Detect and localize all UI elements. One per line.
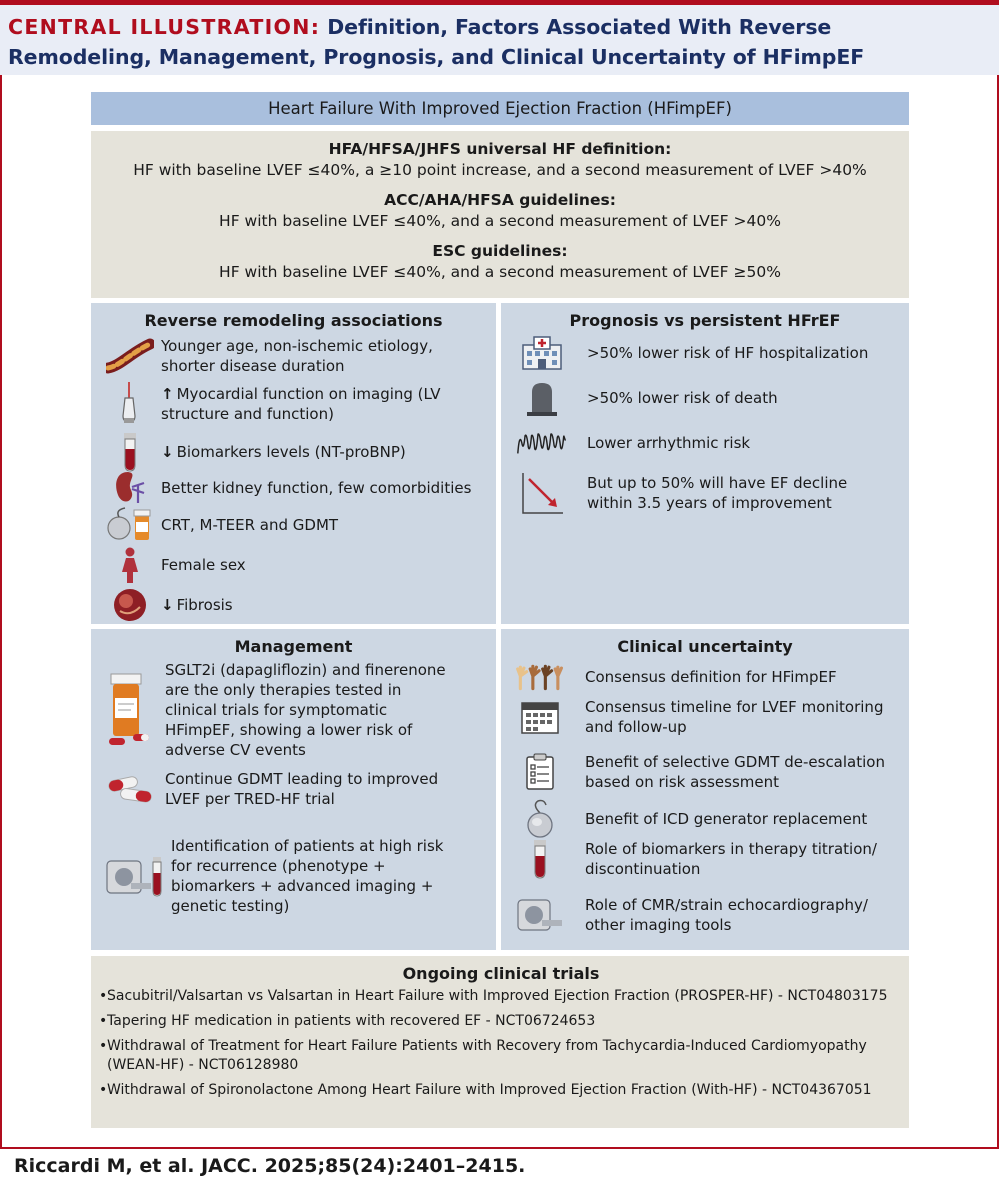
trial-item xyxy=(99,1037,903,1075)
list-item xyxy=(517,423,902,463)
definition-heading: HFA/HFSA/JHFS universal HF definition: xyxy=(328,140,672,158)
item-text-wrap xyxy=(161,384,490,424)
list-item xyxy=(515,799,905,839)
panel-title: Clinical uncertainty xyxy=(617,637,793,656)
list-item xyxy=(105,545,490,585)
bullet-icon: • xyxy=(99,1013,108,1029)
list-item xyxy=(105,769,490,809)
trial-text: Sacubitril/Valsartan vs Valsartan in Heart Failure with Improved Ejection Fraction (PROSPER-HF) - NCT04803175 xyxy=(107,988,888,1004)
clinical-uncertainty-panel xyxy=(501,629,909,950)
citation: Riccardi M, et al. JACC. 2025;85(24):2401–2415. xyxy=(14,1155,526,1177)
down-arrow-icon: ↓ xyxy=(161,443,174,461)
trial-text: Withdrawal of Spironolactone Among Heart Failure with Improved Ejection Fraction (With-HF) - NCT04367051 xyxy=(107,1082,872,1098)
list-item xyxy=(105,836,490,916)
item-text: CRT, M-TEER and GDMT xyxy=(161,516,339,534)
tombstone-icon xyxy=(517,378,567,418)
hfimpef-title-bar: Heart Failure With Improved Ejection Fraction (HFimpEF) xyxy=(91,92,909,125)
capsules-icon xyxy=(105,769,155,809)
item-text-wrap xyxy=(161,595,233,615)
item-text: Fibrosis xyxy=(176,596,233,614)
item-text: Biomarkers levels (NT-proBNP) xyxy=(176,443,406,461)
list-item xyxy=(105,432,490,472)
calendar-icon xyxy=(515,697,565,737)
ultrasound-probe-icon xyxy=(105,384,155,424)
bullet-icon: • xyxy=(99,988,108,1004)
blood-tube-icon xyxy=(515,839,565,879)
decline-chart-icon xyxy=(517,473,567,513)
trial-text: Withdrawal of Treatment for Heart Failure Patients with Recovery from Tachycardia-Induced Cardiomyopathy (WEAN-HF) - NCT06128980 xyxy=(107,1038,867,1073)
up-arrow-icon: ↑ xyxy=(161,385,174,403)
ongoing-trials-panel xyxy=(91,956,909,1128)
item-text-wrap xyxy=(161,442,406,462)
list-item xyxy=(105,585,490,625)
item-text: >50% lower risk of death xyxy=(587,389,778,407)
kidney-icon xyxy=(105,468,155,508)
scanner-and-tube-icon xyxy=(105,846,165,906)
definition-heading: ACC/AHA/HFSA guidelines: xyxy=(384,191,616,209)
item-text: Lower arrhythmic risk xyxy=(587,434,751,452)
artery-icon xyxy=(105,336,155,376)
arrhythmia-icon xyxy=(517,423,567,463)
definition-text: HF with baseline LVEF ≤40%, and a second measurement of LVEF >40% xyxy=(219,212,781,230)
raised-hands-icon xyxy=(515,657,565,697)
item-text: Continue GDMT leading to improved LVEF per TRED-HF trial xyxy=(165,770,439,808)
definition-heading: ESC guidelines: xyxy=(432,242,568,260)
trial-item xyxy=(99,1012,903,1031)
pill-bottle-icon xyxy=(105,670,155,750)
trial-item xyxy=(99,1081,903,1100)
header-title-1: Definition, Factors Associated With Reverse xyxy=(327,15,832,39)
bullet-icon: • xyxy=(99,1082,108,1098)
item-text: Better kidney function, few comorbidities xyxy=(161,479,472,497)
list-item xyxy=(515,697,905,737)
item-text: Female sex xyxy=(161,556,246,574)
item-text: >50% lower risk of HF hospitalization xyxy=(587,344,869,362)
item-text: But up to 50% will have EF decline within 3.5 years of improvement xyxy=(587,474,848,512)
panel-title: Reverse remodeling associations xyxy=(144,311,443,330)
item-text: Identification of patients at high risk for recurrence (phenotype + biomarkers + advanced imaging + genetic testing) xyxy=(171,837,444,915)
heart-tissue-icon xyxy=(105,585,155,625)
item-text: SGLT2i (dapagliflozin) and finerenone are the only therapies tested in clinical trials for symptomatic HFimpEF, showing a lower risk of adverse CV events xyxy=(165,661,446,759)
item-text: Consensus timeline for LVEF monitoring and follow-up xyxy=(585,698,884,736)
item-text: Benefit of ICD generator replacement xyxy=(585,810,868,828)
definition-esc xyxy=(91,241,909,283)
list-item xyxy=(515,895,905,935)
trial-text: Tapering HF medication in patients with recovered EF - NCT06724653 xyxy=(107,1013,596,1029)
header-prefix: CENTRAL ILLUSTRATION: xyxy=(8,15,321,39)
down-arrow-icon: ↓ xyxy=(161,596,174,614)
panel-title: Prognosis vs persistent HFrEF xyxy=(569,311,841,330)
item-text: Benefit of selective GDMT de-escalation based on risk assessment xyxy=(585,753,885,791)
definition-acc-aha xyxy=(91,190,909,232)
clipboard-icon xyxy=(515,752,565,792)
list-item xyxy=(515,657,905,697)
mri-scanner-icon xyxy=(515,895,565,935)
list-item xyxy=(105,505,490,545)
reverse-remodeling-panel xyxy=(91,303,496,624)
definition-universal xyxy=(91,139,909,181)
header-line-1 xyxy=(8,12,999,42)
device-and-pills-icon xyxy=(105,505,155,545)
panel-title: Management xyxy=(234,637,353,656)
female-icon xyxy=(105,545,155,585)
item-text: Younger age, non-ischemic etiology, shorter disease duration xyxy=(161,337,433,375)
management-panel xyxy=(91,629,496,950)
list-item xyxy=(515,752,905,792)
list-item xyxy=(105,384,490,424)
icd-device-icon xyxy=(515,799,565,839)
hospital-icon xyxy=(517,333,567,373)
item-text: Role of CMR/strain echocardiography/ other imaging tools xyxy=(585,896,868,934)
trial-item xyxy=(99,987,903,1006)
list-item xyxy=(105,660,490,760)
definitions-panel xyxy=(91,131,909,298)
header-title-2: Remodeling, Management, Prognosis, and Clinical Uncertainty of HFimpEF xyxy=(8,45,865,69)
bullet-icon: • xyxy=(99,1038,108,1054)
list-item xyxy=(517,378,902,418)
prognosis-panel xyxy=(501,303,909,624)
list-item xyxy=(517,473,902,513)
item-text: Myocardial function on imaging (LV structure and function) xyxy=(161,385,441,423)
list-item xyxy=(105,336,490,376)
definition-text: HF with baseline LVEF ≤40%, and a second measurement of LVEF ≥50% xyxy=(219,263,781,281)
item-text: Role of biomarkers in therapy titration/ discontinuation xyxy=(585,840,877,878)
trials-title: Ongoing clinical trials xyxy=(402,964,600,983)
blood-tube-icon xyxy=(105,432,155,472)
list-item xyxy=(105,468,490,508)
list-item xyxy=(515,839,905,879)
list-item xyxy=(517,333,902,373)
header xyxy=(0,0,999,75)
definition-text: HF with baseline LVEF ≤40%, a ≥10 point increase, and a second measurement of LVEF >40% xyxy=(133,161,867,179)
item-text: Consensus definition for HFimpEF xyxy=(585,668,837,686)
